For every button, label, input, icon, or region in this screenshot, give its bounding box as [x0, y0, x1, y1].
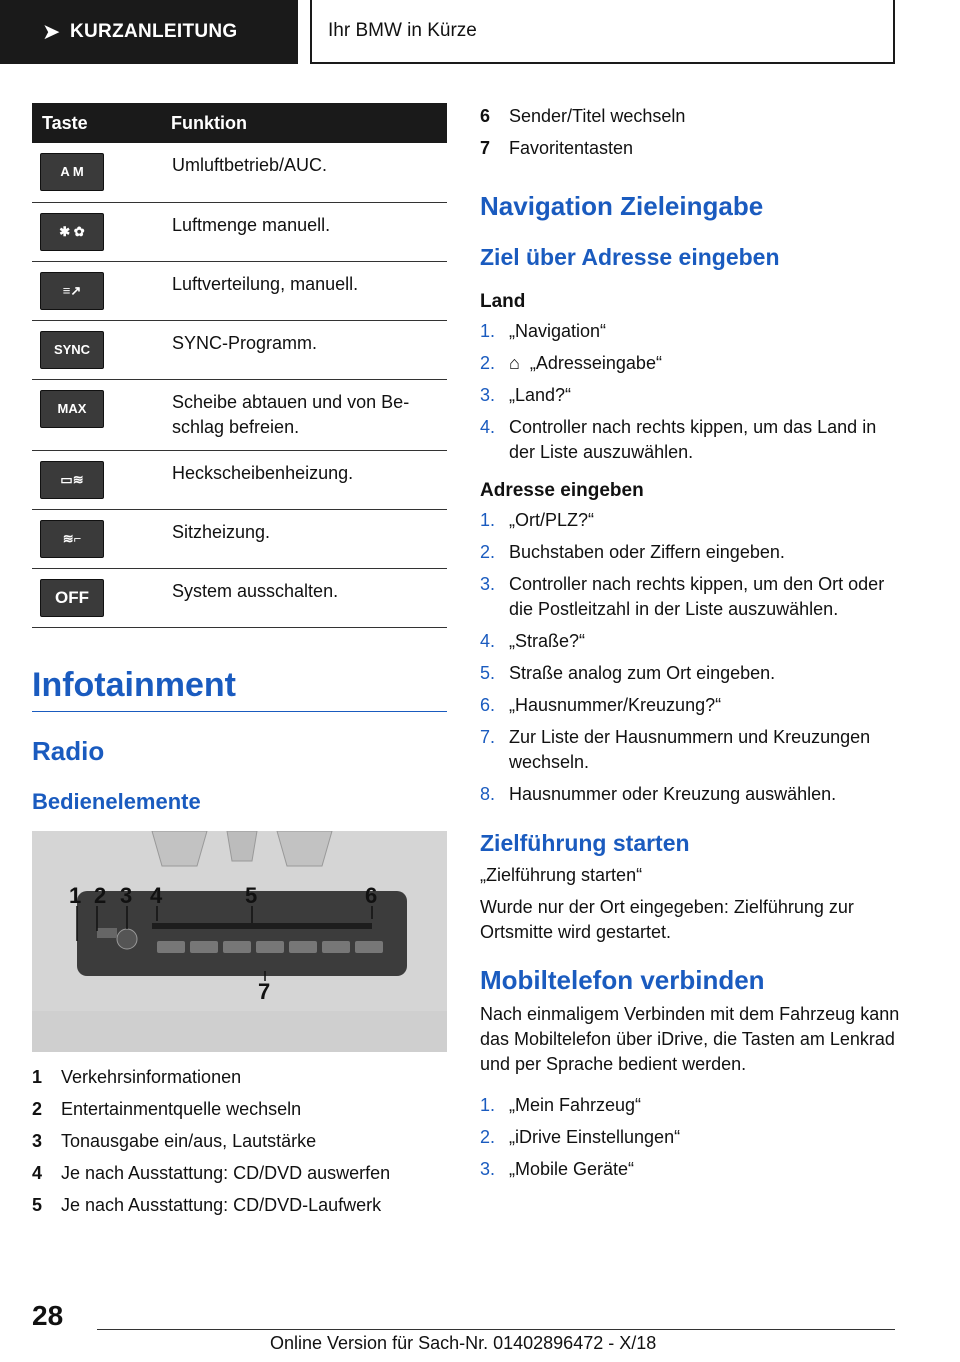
list-item: 1. „Mein Fahrzeug“: [480, 1095, 642, 1115]
list-item: 7. Zur Liste der Hausnummern und Kreuzungen wechseln.: [480, 727, 871, 772]
list-item: 1. „Ort/PLZ?“: [480, 510, 595, 530]
col-header-key: Taste: [32, 103, 171, 143]
mobile-heading: Mobiltelefon verbinden: [480, 965, 765, 995]
function-text: Luftverteilung, manuell.: [171, 261, 447, 320]
callout-3: 3: [120, 882, 133, 908]
callout-7: 7: [258, 978, 271, 1004]
page-number: 28: [32, 1300, 64, 1331]
table-row: [32, 202, 447, 261]
navigation-heading: Navigation Zieleingabe: [480, 191, 764, 221]
keys-table: [32, 103, 447, 628]
legend-list: [32, 1064, 447, 1218]
list-item: 4. Controller nach rechts kippen, um das Land in der Liste auszuwählen.: [480, 417, 877, 462]
quick-guide-icon: ➤: [42, 19, 61, 44]
list-item: 2. ⌂ „Adresseingabe“: [480, 351, 900, 376]
list-item: 2. „iDrive Einstellungen“: [480, 1127, 681, 1147]
off-icon: OFF: [40, 579, 104, 617]
address-label: Adresse eingeben: [480, 480, 644, 501]
rear-window-heating-icon: ▭≋: [40, 461, 104, 499]
list-item: 1. „Navigation“: [480, 321, 607, 341]
table-row: [32, 509, 447, 568]
fan-speed-icon: ✱ ✿: [40, 213, 104, 251]
table-row: [32, 379, 447, 450]
footer-rule: [97, 1329, 895, 1330]
function-text: System ausschalten.: [171, 568, 447, 627]
function-text: SYNC-Programm.: [171, 320, 447, 379]
table-row: [32, 568, 447, 627]
radio-panel-drawing: [32, 831, 447, 1052]
list-item: 3. „Land?“: [480, 385, 572, 405]
seat-heating-icon: ≋⌐: [40, 520, 104, 558]
mobile-intro: Nach einmaligem Verbinden mit dem Fahrzeug kann das Mobiltelefon über iDrive, die Tasten am Lenkrad und per Sprache bedient werden.: [480, 1004, 900, 1074]
table-row: [32, 320, 447, 379]
callout-2: 2: [94, 882, 107, 908]
address-heading: Ziel über Adresse eingeben: [480, 244, 780, 270]
col-header-function: Funktion: [171, 103, 447, 143]
function-text: Sitzheizung.: [171, 509, 447, 568]
list-item: 6 Sender/Titel wechseln: [480, 106, 686, 126]
list-item: 8. Hausnummer oder Kreuzung auswählen.: [480, 784, 837, 804]
guidance-heading: Zielführung starten: [480, 830, 690, 856]
land-steps: [480, 319, 900, 465]
air-distribution-icon: ≡↗: [40, 272, 104, 310]
right-column: [480, 103, 900, 1189]
list-item: 6. „Hausnummer/Kreuzung?“: [480, 695, 722, 715]
list-item: 5. Straße analog zum Ort eingeben.: [480, 663, 776, 683]
list-item: 4 Je nach Ausstattung: CD/DVD auswerfen: [32, 1162, 391, 1183]
function-text: Luftmenge manuell.: [171, 202, 447, 261]
address-icon: ⌂: [509, 353, 520, 373]
left-column: [32, 103, 447, 1218]
function-text: Scheibe abtauen und von Beschlag befreien.: [171, 379, 447, 450]
list-item: 3. Controller nach rechts kippen, um den Ort oder die Postleitzahl in der Liste auszuwählen.: [480, 574, 885, 619]
controls-heading: Bedienelemente: [32, 788, 201, 814]
footer-version: Online Version für Sach-Nr. 01402896472 - X/18: [270, 1333, 657, 1353]
address-steps: [480, 508, 900, 807]
recirculation-auc-icon: A M: [40, 153, 104, 191]
callout-1: 1: [69, 882, 82, 908]
mobile-steps: [480, 1093, 900, 1182]
list-item: 4. „Straße?“: [480, 631, 586, 651]
table-row: [32, 450, 447, 509]
callout-6: 6: [365, 882, 378, 908]
sync-icon: SYNC: [40, 331, 104, 369]
callout-5: 5: [245, 882, 258, 908]
guidance-text-1: „Zielführung starten“: [480, 865, 643, 885]
list-item: 3. „Mobile Geräte“: [480, 1159, 635, 1179]
defrost-max-icon: MAX: [40, 390, 104, 428]
section-tab[interactable]: [0, 0, 298, 64]
land-label: Land: [480, 291, 526, 312]
list-item: 2. Buchstaben oder Ziffern eingeben.: [480, 542, 785, 562]
table-row: [32, 143, 447, 202]
list-item: 3 Tonausgabe ein/aus, Lautstärke: [32, 1130, 317, 1151]
section-tab-label: KURZANLEITUNG: [70, 21, 238, 42]
infotainment-heading: Infotainment: [32, 665, 236, 704]
list-item: 5 Je nach Ausstattung: CD/DVD-Laufwerk: [32, 1194, 382, 1215]
table-row: [32, 261, 447, 320]
list-item: 2 Entertainmentquelle wechseln: [32, 1098, 302, 1119]
legend-list-continued: [480, 103, 900, 161]
chapter-title: Ihr BMW in Kürze: [310, 0, 895, 64]
radio-heading: Radio: [32, 735, 105, 766]
function-text: Heckscheibenheizung.: [171, 450, 447, 509]
guidance-text-2: Wurde nur der Ort eingegeben: Zielführung zur Ortsmitte wird gestartet.: [480, 897, 854, 942]
radio-controls-illustration: [32, 831, 447, 1052]
function-text: Umluftbetrieb/AUC.: [171, 143, 447, 202]
list-item: 7 Favoritentasten: [480, 138, 634, 158]
callout-4: 4: [150, 882, 163, 908]
list-item: 1 Verkehrsinformationen: [32, 1066, 242, 1087]
